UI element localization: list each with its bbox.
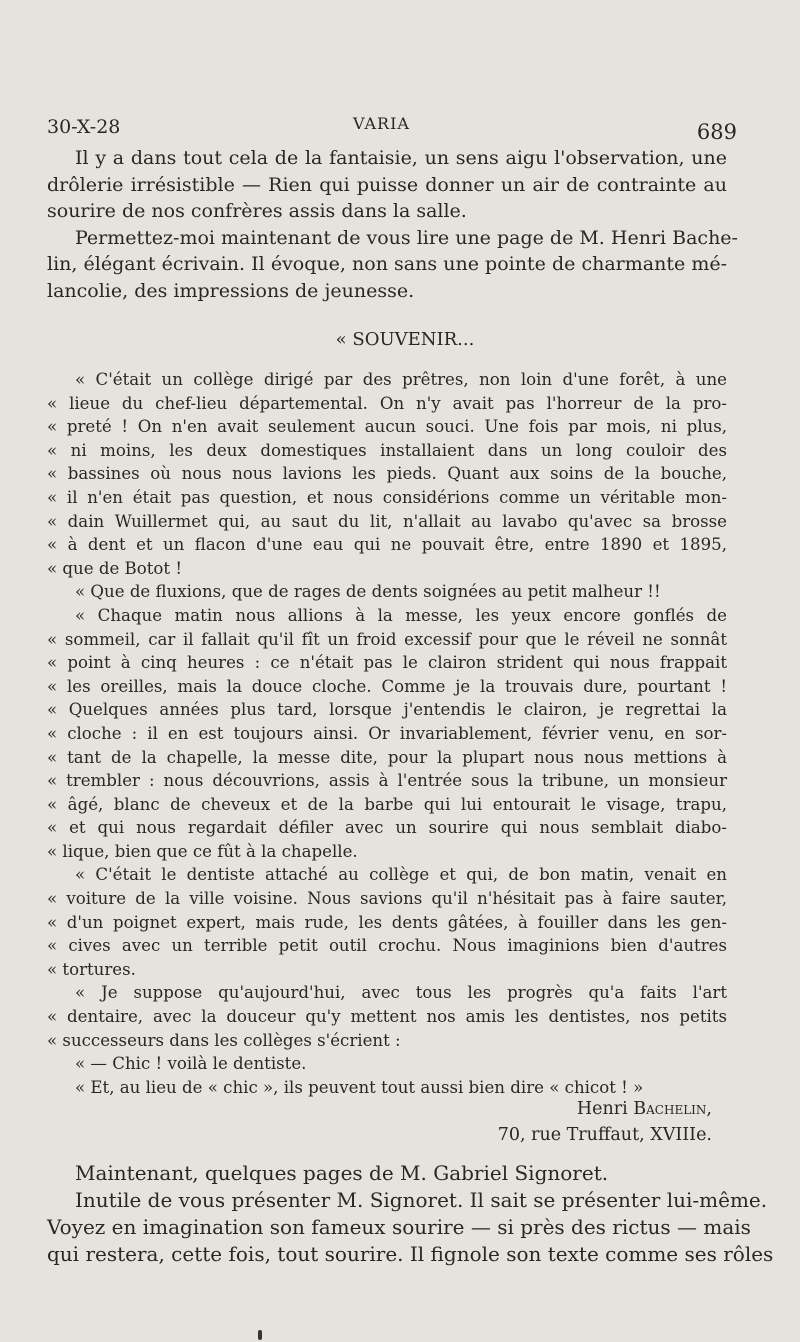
text-line: qui restera, cette fois, tout sourire. Il fignole son texte comme ses rôles [47, 1242, 774, 1266]
quote-line: « Je suppose qu'aujourd'hui, avec tous les progrès qu'a faits l'art [75, 983, 727, 1003]
quote-line: « cloche : il en est toujours ainsi. Or invariablement, février venu, en sor- [47, 723, 727, 743]
text-line: lancolie, des impressions de jeunesse. [47, 279, 415, 302]
quote-line: « preté ! On n'en avait seulement aucun souci. Une fois par mois, ni plus, [47, 417, 727, 437]
signature [498, 1096, 712, 1148]
author-name [498, 1096, 712, 1122]
quoted-text [47, 368, 727, 1099]
quote-line: « que de Botot ! [47, 558, 183, 578]
quote-line: « Que de fluxions, que de rages de dents soignées au petit malheur !! [75, 582, 661, 602]
quote-line: « d'un poignet expert, mais rude, les dents gâtées, à fouiller dans les gen- [47, 912, 727, 932]
running-head [47, 110, 737, 150]
header-date: 30-X-28 [47, 116, 121, 138]
quote-line: « — Chic ! voilà le dentiste. [75, 1054, 307, 1074]
header-section-title: VARIA [353, 114, 410, 133]
text-line: Il y a dans tout cela de la fantaisie, un sens aigu l'observation, une [75, 147, 727, 169]
quote-line: « dentaire, avec la douceur qu'y mettent nos amis les dentistes, nos petits [47, 1007, 727, 1027]
quote-line: « Et, au lieu de « chic », ils peuvent tout aussi bien dire « chicot ! » [75, 1077, 644, 1097]
quote-line: « âgé, blanc de cheveux et de la barbe qui lui entourait le visage, trapu, [47, 794, 727, 814]
text-line: drôlerie irrésistible — Rien qui puisse donner un air de contrainte au [47, 173, 727, 196]
text-line: Permettez-moi maintenant de vous lire une page de M. Henri Bache- [75, 226, 738, 249]
quote-line: « dain Wuillermet qui, au saut du lit, n'allait au lavabo qu'avec sa brosse [47, 511, 727, 531]
quote-line: « voiture de la ville voisine. Nous savions qu'il n'hésitait pas à faire sauter, [47, 889, 727, 909]
quote-line: « il n'en était pas question, et nous considérions comme un véritable mon- [47, 487, 727, 507]
closing-paragraphs [47, 1160, 774, 1268]
text-line: lin, élégant écrivain. Il évoque, non sans une pointe de charmante mé- [47, 253, 727, 275]
text-line: Maintenant, quelques pages de M. Gabriel Signoret. [75, 1161, 609, 1185]
quote-line: « trembler : nous découvrions, assis à l'entrée sous la tribune, un monsieur [47, 771, 727, 791]
quote-title: « SOUVENIR... [335, 329, 475, 350]
page-number: 689 [696, 120, 737, 144]
intro-paragraphs [47, 145, 738, 304]
quote-line: « à dent et un flacon d'une eau qui ne pouvait être, entre 1890 et 1895, [47, 535, 727, 555]
text-line: Voyez en imagination son fameux sourire — si près des rictus — mais [47, 1215, 751, 1239]
quote-line: « lieue du chef-lieu départemental. On n'y avait pas l'horreur de la pro- [47, 393, 727, 413]
ink-mark [258, 1330, 262, 1340]
quote-line: « tant de la chapelle, la messe dite, pour la plupart nous nous mettions à [47, 747, 727, 767]
quote-line: « tortures. [47, 959, 136, 979]
quote-line: « bassines où nous nous lavions les pieds. Quant aux soins de la bouche, [47, 464, 727, 484]
text-line: sourire de nos confrères assis dans la salle. [47, 200, 467, 222]
quote-line: « Quelques années plus tard, lorsque j'entendis le clairon, je regrettai la [47, 700, 727, 720]
quote-line: « ni moins, les deux domestiques installaient dans un long couloir des [47, 440, 727, 460]
quote-line: « sommeil, car il fallait qu'il fît un froid excessif pour que le réveil ne sonnât [47, 629, 727, 649]
quote-line: « et qui nous regardait défiler avec un sourire qui nous semblait diabo- [47, 818, 727, 838]
quote-line: « C'était un collège dirigé par des prêtres, non loin d'une forêt, à une [75, 370, 727, 389]
quote-line: « successeurs dans les collèges s'écrient : [47, 1030, 401, 1050]
author-address: 70, rue Truffaut, XVIIIe. [497, 1125, 712, 1145]
quote-line: « lique, bien que ce fût à la chapelle. [47, 841, 358, 861]
quote-line: « point à cinq heures : ce n'était pas le clairon strident qui nous frappait [47, 653, 727, 673]
text-line: Inutile de vous présenter M. Signoret. Il sait se présenter lui-même. [75, 1188, 768, 1212]
quote-line: « C'était le dentiste attaché au collège et qui, de bon matin, venait en [75, 865, 727, 885]
quote-line: « cives avec un terrible petit outil crochu. Nous imaginions bien d'autres [47, 936, 727, 956]
quote-line: « Chaque matin nous allions à la messe, les yeux encore gonflés de [75, 605, 727, 625]
author-first-name: Henri [576, 1099, 634, 1119]
author-last-name: Bachelin, [633, 1099, 712, 1119]
quote-line: « les oreilles, mais la douce cloche. Comme je la trouvais dure, pourtant ! [47, 676, 727, 696]
